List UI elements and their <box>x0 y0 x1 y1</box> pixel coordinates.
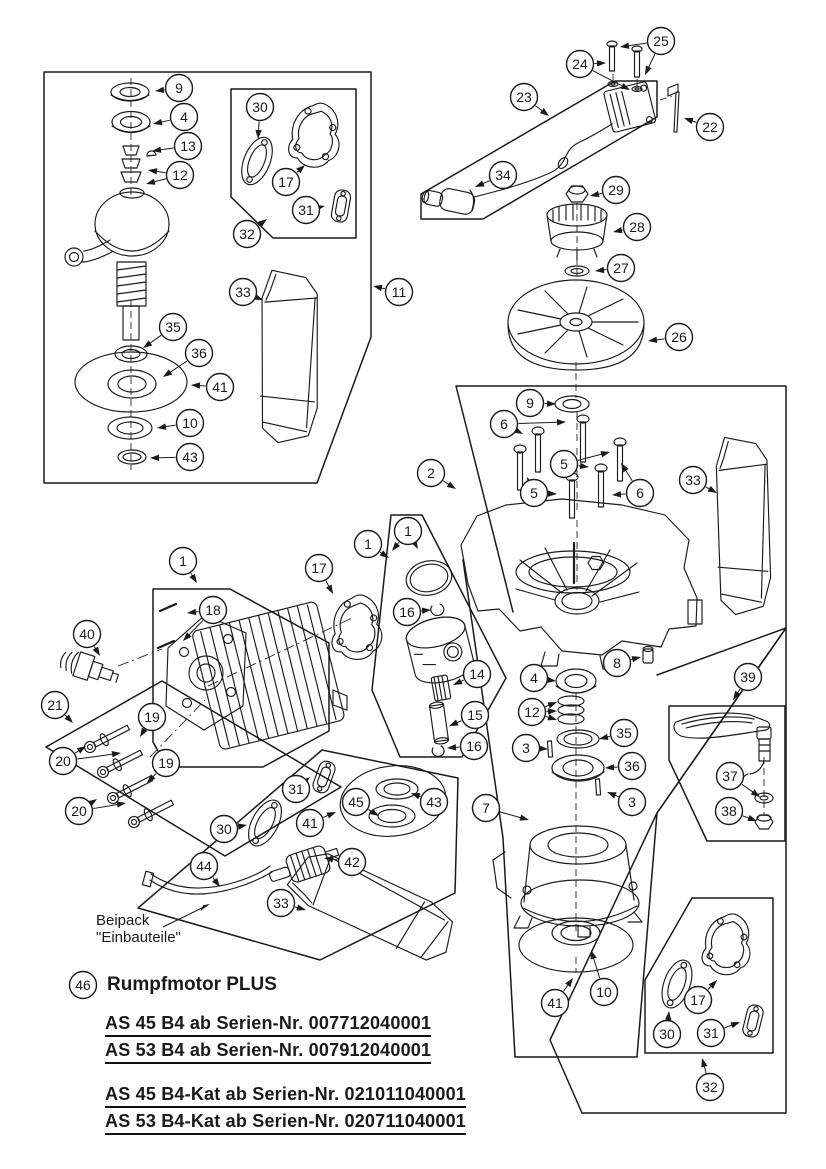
leader-arrow-44 <box>212 878 220 887</box>
callout-19 <box>153 750 180 777</box>
callout-number-3: 3 <box>628 794 636 810</box>
callout-number-4: 4 <box>180 109 188 125</box>
callout-9 <box>517 390 544 417</box>
callout-number-19: 19 <box>144 709 160 725</box>
leader-arrow-15 <box>449 720 459 726</box>
callout-43 <box>421 789 448 816</box>
callout-32 <box>234 221 261 248</box>
serial-line-4: AS 53 B4-Kat ab Serien-Nr. 020711040001 <box>105 1111 466 1135</box>
leader-line-23 <box>536 106 543 111</box>
callout-number-2: 2 <box>427 465 435 481</box>
leader-arrow-9 <box>155 87 164 93</box>
circlip-16-upper <box>431 604 444 615</box>
callout-number-13: 13 <box>180 138 196 154</box>
callout-number-6: 6 <box>500 416 508 432</box>
callout-18 <box>200 597 227 624</box>
callout-11 <box>386 279 413 306</box>
cover-33-left <box>257 270 322 444</box>
leader-arrow-33 <box>708 486 717 493</box>
circlip-16-lower <box>432 746 444 756</box>
leader-line-37 <box>742 784 754 792</box>
callout-number-9: 9 <box>175 80 183 96</box>
callout-30 <box>247 94 274 121</box>
cylinder-box <box>153 589 329 767</box>
callout-number-38: 38 <box>721 803 737 819</box>
callout-number-30: 30 <box>216 821 232 837</box>
crankshaft-assembly-box <box>44 72 371 483</box>
callout-4 <box>171 104 198 131</box>
callout-number-33: 33 <box>685 472 701 488</box>
callout-number-37: 37 <box>722 768 738 784</box>
leader-line-17 <box>326 581 329 587</box>
callout-number-43: 43 <box>426 794 442 810</box>
callout-32 <box>697 1074 724 1101</box>
callout-37 <box>717 763 744 790</box>
callout-number-19: 19 <box>158 755 174 771</box>
callout-41 <box>297 810 324 837</box>
crankshaft-drawing <box>65 83 187 464</box>
studs-18 <box>158 604 176 648</box>
callout-30 <box>654 1021 681 1048</box>
leader-line-30 <box>258 121 259 131</box>
leader-line-4 <box>161 120 170 122</box>
piston-drawing <box>403 557 477 757</box>
crankcase-gasket-17-middle <box>329 592 387 663</box>
footer-title: Rumpfmotor PLUS <box>107 974 277 995</box>
callout-number-10: 10 <box>182 415 198 431</box>
callout-33 <box>680 467 707 494</box>
callout-number-29: 29 <box>608 182 624 198</box>
callout-8 <box>604 650 631 677</box>
callout-number-36: 36 <box>624 758 640 774</box>
leader-line-34 <box>482 181 489 184</box>
callout-30 <box>211 816 238 843</box>
leader-arrow-36 <box>163 369 172 377</box>
leader-arrow-26 <box>648 337 657 343</box>
callout-number-17: 17 <box>690 992 706 1008</box>
leader-arrow-1 <box>189 574 197 583</box>
callout-10 <box>177 410 204 437</box>
leader-arrow-20 <box>117 801 126 807</box>
callout-33 <box>268 890 295 917</box>
leader-arrow-12 <box>547 702 557 708</box>
leader-arrow-12 <box>547 714 557 720</box>
leader-arrow-36 <box>605 764 614 770</box>
leader-arrow-41 <box>565 978 573 987</box>
callout-41 <box>542 990 569 1017</box>
callout-1 <box>395 518 422 545</box>
leader-arrow-34 <box>475 181 485 187</box>
leader-arrow-6 <box>557 419 566 425</box>
callout-number-43: 43 <box>182 449 198 465</box>
callout-number-20: 20 <box>55 753 71 769</box>
callout-27 <box>608 255 635 282</box>
callout-number-16: 16 <box>466 738 482 754</box>
leader-arrow-24 <box>597 60 606 66</box>
callout-3 <box>619 789 646 816</box>
callout-number-8: 8 <box>613 655 621 671</box>
callout-number-28: 28 <box>629 219 645 235</box>
leader-line-10 <box>165 425 176 427</box>
callout-number-15: 15 <box>467 707 483 723</box>
callout-number-5: 5 <box>560 456 568 472</box>
callout-number-26: 26 <box>671 329 687 345</box>
callout-number-42: 42 <box>344 854 360 870</box>
flywheel-26 <box>508 280 644 370</box>
leader-line-35 <box>150 335 162 343</box>
callout-22 <box>697 114 724 141</box>
callout-35 <box>160 314 187 341</box>
starter-cup-28 <box>547 204 607 260</box>
leader-arrow-12 <box>146 179 156 185</box>
leader-arrow-28 <box>613 227 622 233</box>
leader-line-13 <box>160 148 174 150</box>
leader-line-12 <box>154 179 166 182</box>
leader-arrow-25 <box>620 43 629 49</box>
callout-number-12: 12 <box>524 704 540 720</box>
callout-5 <box>521 480 548 507</box>
callout-26 <box>666 324 693 351</box>
leader-arrow-17 <box>326 585 333 594</box>
leader-arrow-7 <box>519 814 529 820</box>
leader-arrow-5 <box>548 490 557 496</box>
callout-number-14: 14 <box>469 666 485 682</box>
leader-line-38 <box>743 816 750 818</box>
beipack-line1: Beipack <box>96 912 150 929</box>
locating-pin-22-drawing <box>668 84 679 132</box>
leader-line-20 <box>77 754 113 759</box>
callout-number-39: 39 <box>740 669 756 685</box>
leader-line-10 <box>593 958 599 979</box>
leader-arrow-24 <box>621 83 630 90</box>
callout-number-31: 31 <box>288 781 304 797</box>
callout-number-1: 1 <box>404 523 412 539</box>
bearing-9-drawing <box>555 396 589 412</box>
crankcase-gasket-17-top <box>285 98 349 173</box>
exhaust-gasket-31-kit <box>741 1004 764 1039</box>
leader-arrow-3 <box>607 792 617 798</box>
callout-number-7: 7 <box>482 800 490 816</box>
leader-arrow-30 <box>238 823 247 829</box>
callout-7 <box>473 795 500 822</box>
callout-31 <box>698 1020 725 1047</box>
leader-line-5 <box>578 454 602 460</box>
callout-43 <box>177 444 204 471</box>
callout-29 <box>603 177 630 204</box>
callout-35 <box>611 720 638 747</box>
pin-3a <box>547 741 552 757</box>
leader-line-32 <box>704 1066 706 1073</box>
leader-arrow-12 <box>148 168 157 174</box>
leader-arrow-23 <box>540 108 549 116</box>
callout-number-11: 11 <box>391 284 407 300</box>
callout-number-5: 5 <box>530 485 538 501</box>
callout-number-22: 22 <box>702 119 718 135</box>
leader-arrow-38 <box>747 815 757 821</box>
callout-31 <box>283 776 310 803</box>
callout-15 <box>462 702 489 729</box>
leader-arrow-40 <box>93 647 100 656</box>
head-bolts-box <box>46 681 341 856</box>
leader-arrow-35 <box>599 734 608 740</box>
leader-arrow-20 <box>77 746 86 754</box>
callout-34 <box>490 162 517 189</box>
callout-number-20: 20 <box>71 803 87 819</box>
callout-12 <box>519 699 546 726</box>
serial-line-1: AS 45 B4 ab Serien-Nr. 007712040001 <box>105 1013 431 1037</box>
leader-line-31 <box>725 1025 733 1028</box>
callout-number-9: 9 <box>526 395 534 411</box>
callout-number-41: 41 <box>547 995 563 1011</box>
callout-number-6: 6 <box>636 485 644 501</box>
leader-arrow-18 <box>187 609 196 615</box>
callout-17 <box>306 555 333 582</box>
callout-17 <box>685 987 712 1014</box>
callout-17 <box>273 169 300 196</box>
leader-arrow-41 <box>191 382 200 388</box>
leader-arrow-5 <box>600 451 610 457</box>
callout-number-33: 33 <box>273 895 289 911</box>
callout-2 <box>418 460 445 487</box>
callout-number-3: 3 <box>522 740 530 756</box>
serial-line-3: AS 45 B4-Kat ab Serien-Nr. 021011040001 <box>105 1084 466 1108</box>
callout-number-12: 12 <box>172 167 188 183</box>
callout-4 <box>521 665 548 692</box>
leader-arrow-22 <box>684 118 694 124</box>
callout-number-40: 40 <box>79 626 95 642</box>
callout-number-17: 17 <box>311 560 327 576</box>
callout-38 <box>716 798 743 825</box>
callout-number-1: 1 <box>364 536 372 552</box>
callout-number-10: 10 <box>596 984 612 1000</box>
leader-arrow-33 <box>296 904 306 910</box>
callout-13 <box>175 133 202 160</box>
callout-41 <box>207 374 234 401</box>
pin-3b <box>595 779 600 795</box>
cover-33-right <box>716 437 770 614</box>
callout-number-31: 31 <box>703 1025 719 1041</box>
cover-33-beipack <box>283 840 463 971</box>
leader-arrow-4 <box>153 119 162 125</box>
callout-number-41: 41 <box>212 379 228 395</box>
woodruff-key-13 <box>147 151 156 156</box>
leader-arrow-1 <box>392 542 400 551</box>
callout-number-21: 21 <box>47 697 63 713</box>
callout-45 <box>343 789 370 816</box>
leader-arrow-10 <box>157 423 166 429</box>
callout-14 <box>464 661 491 688</box>
leader-arrow-35 <box>143 340 152 348</box>
leader-line-36 <box>170 361 187 373</box>
callout-16 <box>461 733 488 760</box>
crankcase-gasket-17-kit <box>698 909 758 980</box>
callout-1 <box>355 531 382 558</box>
callout-44 <box>191 853 218 880</box>
leader-arrow-45 <box>370 809 379 816</box>
leader-arrow-41 <box>326 812 336 818</box>
callout-20 <box>66 798 93 825</box>
leader-arrow-12 <box>548 708 557 714</box>
callout-9 <box>166 75 193 102</box>
leader-arrow-16 <box>447 744 456 750</box>
leader-arrow-8 <box>631 656 641 662</box>
callout-number-30: 30 <box>252 99 268 115</box>
callout-10 <box>591 979 618 1006</box>
callout-5 <box>551 451 578 478</box>
leader-line-26 <box>656 339 665 340</box>
leader-arrow-43 <box>150 455 159 461</box>
flywheel-nut-29 <box>566 186 588 202</box>
beipack-label <box>96 912 181 946</box>
callout-number-30: 30 <box>659 1026 675 1042</box>
leader-arrow-16 <box>422 608 431 614</box>
callout-25 <box>648 28 675 55</box>
callout-number-1: 1 <box>179 553 187 569</box>
callout-number-25: 25 <box>653 33 669 49</box>
callout-39 <box>735 664 762 691</box>
leader-line-41 <box>563 984 568 991</box>
callout-46 <box>70 972 97 999</box>
callout-6 <box>491 411 518 438</box>
callout-42 <box>339 849 366 876</box>
callout-20 <box>50 748 77 775</box>
callout-33 <box>230 279 257 306</box>
callout-23 <box>511 84 538 111</box>
callout-21 <box>42 692 69 719</box>
callout-12 <box>167 162 194 189</box>
piston-pin-15 <box>429 701 449 745</box>
callout-number-44: 44 <box>196 858 212 874</box>
callout-number-27: 27 <box>613 260 629 276</box>
leader-arrow-11 <box>373 285 382 291</box>
spark-plug-drawing <box>58 647 122 689</box>
fuel-filter-drawing <box>266 841 343 890</box>
callout-16 <box>394 599 421 626</box>
leader-arrow-32 <box>701 1058 707 1068</box>
callout-number-36: 36 <box>191 345 207 361</box>
leader-arrow-27 <box>595 267 604 273</box>
leader-arrow-6 <box>612 491 621 497</box>
callout-number-45: 45 <box>348 794 364 810</box>
callout-31 <box>293 197 320 224</box>
callout-36 <box>619 753 646 780</box>
callout-3 <box>513 735 540 762</box>
callout-number-4: 4 <box>530 670 538 686</box>
leader-line-2 <box>443 481 449 485</box>
callout-number-33: 33 <box>235 284 251 300</box>
leader-arrow-5 <box>580 463 589 469</box>
cylinder-drawing <box>158 601 347 750</box>
callout-number-34: 34 <box>495 167 511 183</box>
callout-number-46: 46 <box>75 977 91 993</box>
callout-number-31: 31 <box>298 202 314 218</box>
serial-number-list <box>105 1013 466 1138</box>
callout-number-24: 24 <box>572 56 588 72</box>
needle-bearing-14 <box>431 675 451 701</box>
leader-arrow-32 <box>258 219 267 227</box>
leader-arrow-25 <box>645 65 652 75</box>
exhaust-gasket-31-top <box>330 189 351 223</box>
callout-number-23: 23 <box>516 89 532 105</box>
callout-number-32: 32 <box>239 226 255 242</box>
serial-line-2: AS 53 B4 ab Serien-Nr. 007912040001 <box>105 1040 431 1064</box>
callout-number-32: 32 <box>702 1079 718 1095</box>
dowel-pin-8 <box>643 647 653 664</box>
leader-line-20 <box>93 804 118 808</box>
leader-arrow-9 <box>547 400 556 406</box>
leader-arrow-30 <box>665 1011 671 1020</box>
callout-36 <box>186 340 213 367</box>
callout-19 <box>139 704 166 731</box>
leader-arrow-29 <box>590 191 599 197</box>
leader-arrow-2 <box>447 481 456 489</box>
callout-28 <box>624 214 651 241</box>
leader-line-7 <box>500 812 521 818</box>
leader-line-6 <box>518 422 558 423</box>
callout-number-35: 35 <box>165 319 181 335</box>
spark-plug-boot-34 <box>421 183 476 215</box>
crankcase-drawing <box>461 499 702 669</box>
callout-1 <box>170 548 197 575</box>
callout-40 <box>74 621 101 648</box>
callout-number-35: 35 <box>616 725 632 741</box>
leader-arrow-3 <box>539 745 548 751</box>
callout-number-17: 17 <box>278 174 294 190</box>
callout-number-16: 16 <box>399 604 415 620</box>
callout-number-41: 41 <box>302 815 318 831</box>
leader-arrow-20 <box>112 751 121 757</box>
callout-6 <box>627 480 654 507</box>
callout-number-18: 18 <box>205 602 221 618</box>
callout-24 <box>567 51 594 78</box>
bearing-housing-drawing <box>493 826 642 937</box>
leader-line-25 <box>648 54 654 68</box>
beipack-line2: "Einbauteile" <box>96 929 181 946</box>
leader-line-12 <box>156 171 166 173</box>
leader-line-6 <box>625 470 632 481</box>
leader-arrow-10 <box>591 950 597 960</box>
leader-arrow-31 <box>730 1022 740 1028</box>
